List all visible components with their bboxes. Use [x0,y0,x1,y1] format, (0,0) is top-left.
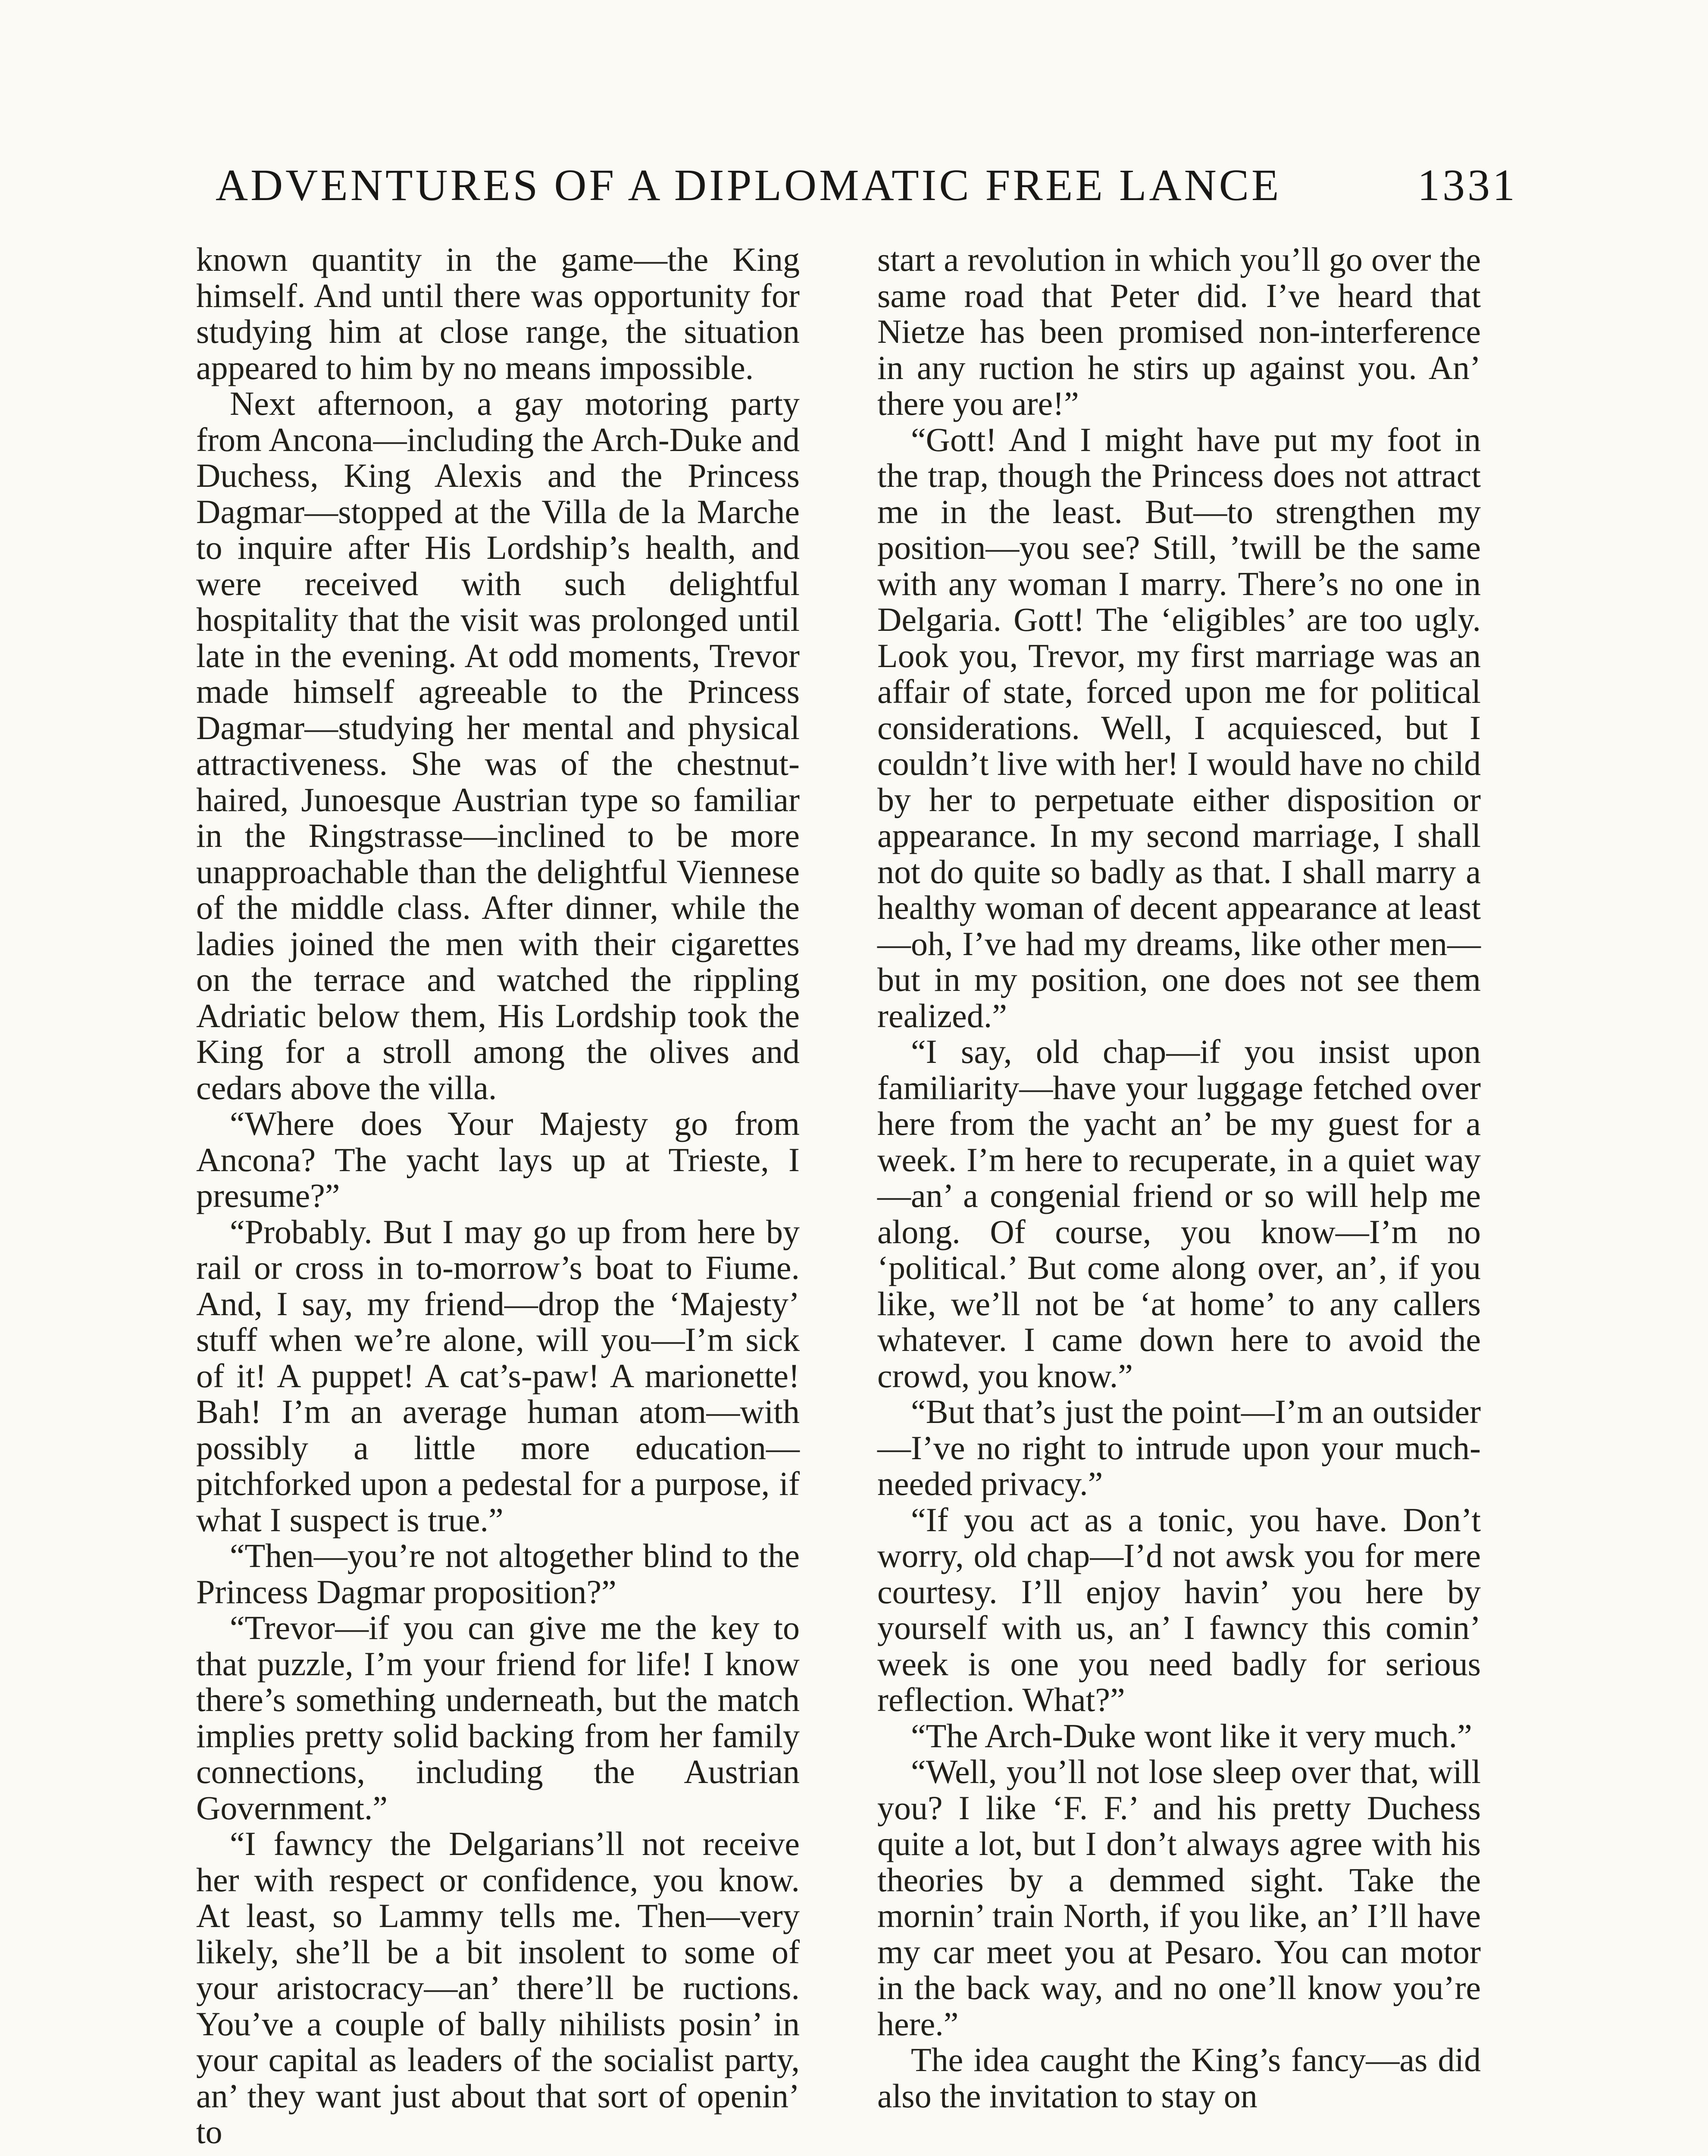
paragraph: “I say, old chap—if you insist upon familiarity—have your luggage fetched over here from the yacht an’ be my guest for a week. I’m here to recuperate, in a quiet way—an’ a congenial friend or so will help me along. Of course, you know—I’m no ‘political.’ But come along over, an’, if you like, we’ll not be ‘at home’ to any callers whatever. I came down here to avoid the crowd, you know.” [877,1033,1481,1395]
paragraph: Next afternoon, a gay motoring party from Ancona—including the Arch-Duke and Duchess, King Alexis and the Princess Dagmar—stopped at the Villa de la Marche to inquire after His Lordship’s health, and were received with such delightful hospitality that the visit was prolonged until late in the evening. At odd moments, Trevor made himself agreeable to the Princess Dagmar—studying her mental and physical attractiveness. She was of the chestnut-haired, Junoesque Austrian type so familiar in the Ringstrasse—inclined to be more unapproachable than the delightful Viennese of the middle class. After dinner, while the ladies joined the men with their cigarettes on the terrace and watched the rippling Adriatic below them, His Lordship took the King for a stroll among the olives and cedars above the villa. [196,385,800,1106]
paragraph: “Trevor—if you can give me the key to that puzzle, I’m your friend for life! I know there’s something underneath, but the match implies pretty solid backing from her family connections, including the Austrian Government.” [196,1609,800,1827]
paragraph: “Gott! And I might have put my foot in the trap, though the Princess does not attract me in the least. But—to strengthen my position—you see? Still, ’twill be the same with any woman I marry. There’s no one in Delgaria. Gott! The ‘eligibles’ are too ugly. Look you, Trevor, my first marriage was an affair of state, forced upon me for political considerations. Well, I acquiesced, but I couldn’t live with her! I would have no child by her to perpetuate either disposition or appearance. In my second marriage, I shall not do quite so badly as that. I shall marry a healthy woman of decent appearance at least—oh, I’ve had my dreams, like other men—but in my position, one does not see them realized.” [877,420,1481,1034]
paragraph: “If you act as a tonic, you have. Don’t worry, old chap—I’d not awsk you for mere courtesy. I’ll enjoy havin’ you here by yourself with us, an’ I fawncy this comin’ week is one you need badly for serious reflection. What?” [877,1501,1481,1718]
paragraph: The idea caught the King’s fancy—as did also the invitation to stay on [877,2041,1481,2115]
paragraph: “Well, you’ll not lose sleep over that, will you? I like ‘F. F.’ and his pretty Duchess quite a lot, but I don’t always agree with his theories by a demmed sight. Take the mornin’ train North, if you like, an’ I’ll have my car meet you at Pesaro. You can motor in the back way, and no one’ll know you’re here.” [877,1753,1481,2043]
page-number: 1331 [1417,160,1517,210]
paragraph: “I fawncy the Delgarians’ll not receive her with respect or confidence, you know. At least, so Lammy tells me. Then—very likely, she’ll be a bit insolent to some of your aristocracy—an’ there’ll be ructions. You’ve a couple of bally nihilists posin’ in your capital as leaders of the socialist party, an’ they want just about that sort of openin’ to [196,1825,800,2150]
paragraph: “Where does Your Majesty go from Ancona? The yacht lays up at Trieste, I presume?” [196,1105,800,1214]
right-column [877,241,1481,2114]
paragraph: “Probably. But I may go up from here by rail or cross in to-morrow’s boat to Fiume. And, I say, my friend—drop the ‘Majesty’ stuff when we’re alone, will you—I’m sick of it! A puppet! A cat’s-paw! A marionette! Bah! I’m an average human atom—with possibly a little more education—pitchforked upon a pedestal for a purpose, if what I suspect is true.” [196,1213,800,1539]
running-header [216,160,1517,220]
paragraph: “But that’s just the point—I’m an outsider—I’ve no right to intrude upon your much-needed privacy.” [877,1393,1481,1502]
page-title: ADVENTURES OF A DIPLOMATIC FREE LANCE [216,160,1282,210]
paragraph: “Then—you’re not altogether blind to the Princess Dagmar proposition?” [196,1537,800,1611]
left-column [196,241,800,2150]
paragraph: “The Arch-Duke wont like it very much.” [911,1717,1472,1755]
paragraph: known quantity in the game—the King himself. And until there was opportunity for studying him at close range, the situation appeared to him by no means impossible. [196,241,800,386]
paragraph: start a revolution in which you’ll go over the same road that Peter did. I’ve heard that Nietze has been promised non-interference in any ruction he stirs up against you. An’ there you are!” [877,241,1481,422]
